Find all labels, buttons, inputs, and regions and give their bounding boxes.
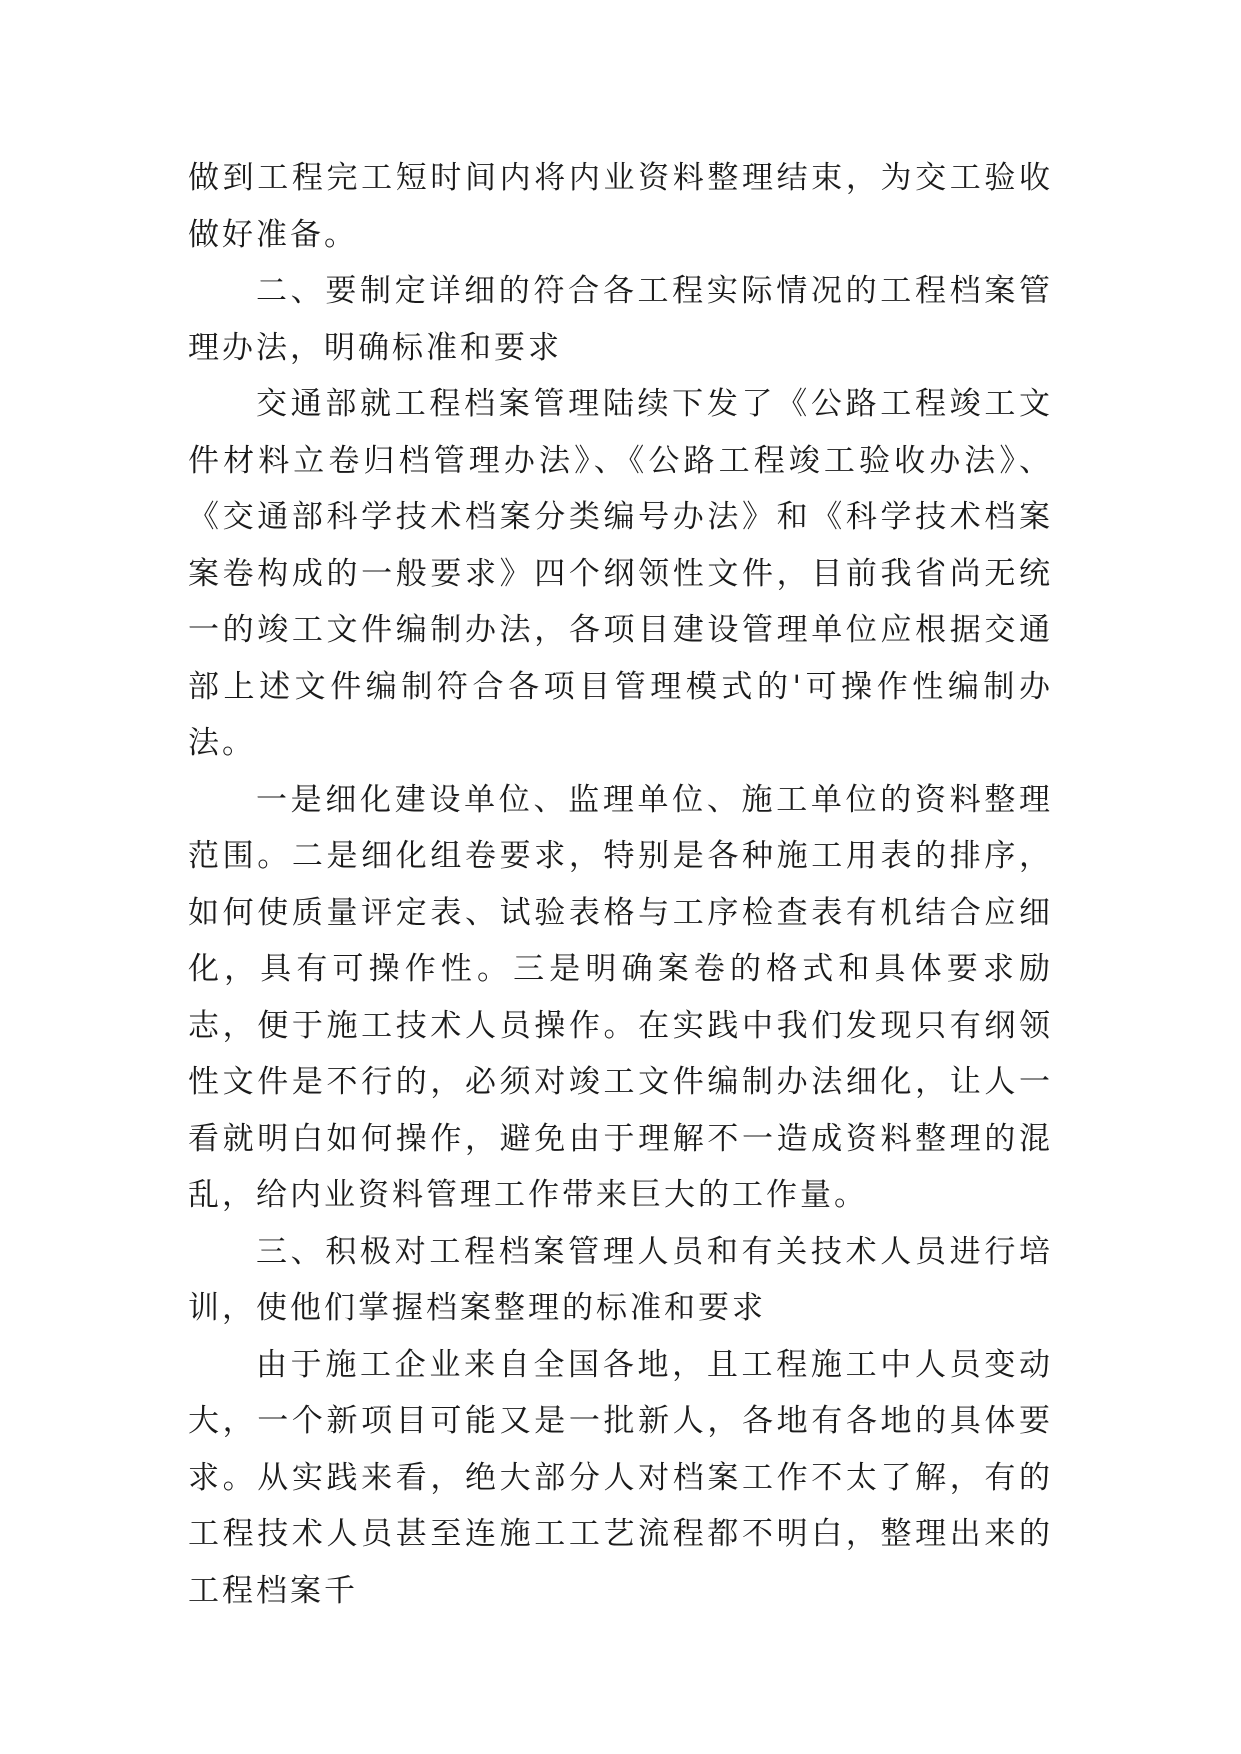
section-heading-3: 三、积极对工程档案管理人员和有关技术人员进行培训，使他们掌握档案整理的标准和要求: [188, 1233, 1053, 1326]
section-heading-2: 二、要制定详细的符合各工程实际情况的工程档案管理办法，明确标准和要求: [188, 273, 1053, 366]
paragraph-training: 由于施工企业来自全国各地，且工程施工中人员变动大，一个新项目可能又是一批新人，各地有各地的具体要求。从实践来看，绝大部分人对档案工作不太了解，有的工程技术人员甚至连施工工艺流程都不明白，整理出来的工程档案千: [188, 1346, 1053, 1609]
paragraph-continuation: 做到工程完工短时间内将内业资料整理结束，为交工验收做好准备。: [188, 160, 1053, 253]
paragraph-refinement: 一是细化建设单位、监理单位、施工单位的资料整理范围。二是细化组卷要求，特别是各种施工用表的排序，如何使质量评定表、试验表格与工序检查表有机结合应细化，具有可操作性。三是明确案卷的格式和具体要求励志，便于施工技术人员操作。在实践中我们发现只有纲领性文件是不行的，必须对竣工文件编制办法细化，让人一看就明白如何操作，避免由于理解不一造成资料整理的混乱，给内业资料管理工作带来巨大的工作量。: [188, 781, 1053, 1213]
paragraph-regulations: 交通部就工程档案管理陆续下发了《公路工程竣工文件材料立卷归档管理办法》、《公路工程竣工验收办法》、《交通部科学技术档案分类编号办法》和《科学技术档案案卷构成的一般要求》四个纲领性文件，目前我省尚无统一的竣工文件编制办法，各项目建设管理单位应根据交通部上述文件编制符合各项目管理模式的'可操作性编制办法。: [188, 386, 1053, 761]
document-body: [188, 150, 1053, 1619]
